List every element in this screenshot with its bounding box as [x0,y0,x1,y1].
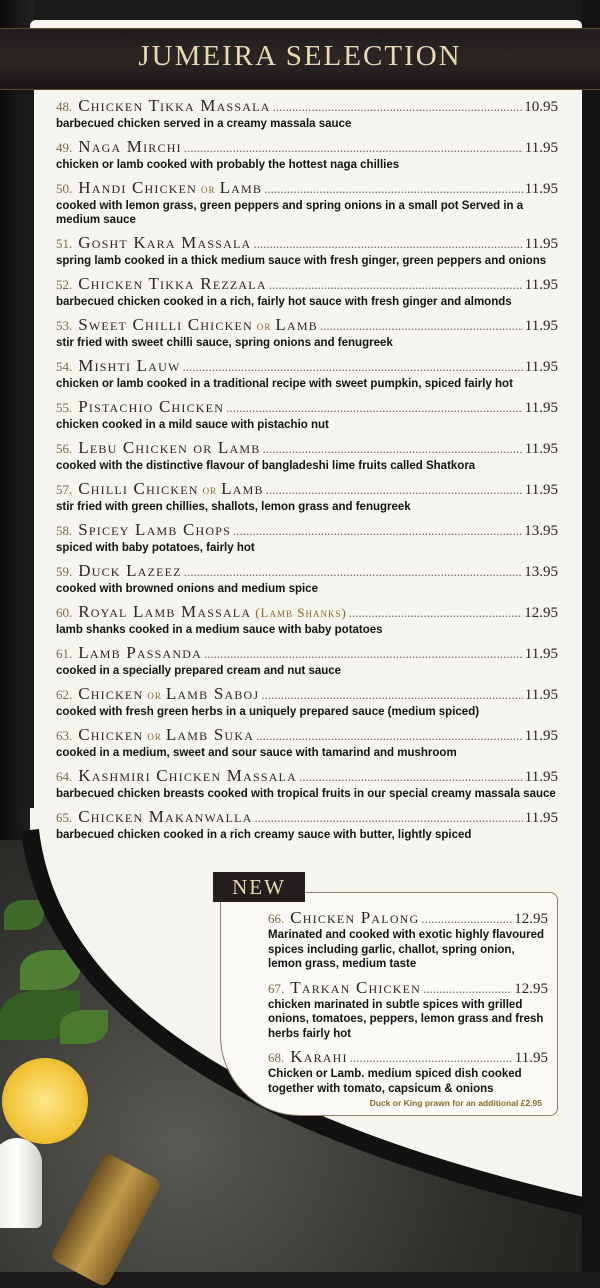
item-name-2: Lamb Suka [165,725,255,744]
item-or: or [256,318,272,333]
item-price: 11.95 [524,728,558,744]
menu-item [56,602,558,637]
item-name: Handi Chicken [78,178,198,197]
item-number: 62. [56,687,73,702]
item-name: Pistachio Chicken [78,397,225,416]
menu-item [56,807,558,842]
item-price: 12.95 [514,980,548,997]
item-number: 54. [56,359,73,374]
dot-leader [262,441,522,457]
menu-item [56,178,558,227]
item-price: 11.95 [524,400,558,416]
menu-item [56,725,558,760]
item-heading [56,602,558,623]
item-number: 61. [56,646,73,661]
item-description: chicken marinated in subtle spices with grilled onions, tomatoes, peppers, lemon grass and fresh herbs fairly hot [268,998,544,1040]
item-price: 12.95 [514,911,548,927]
item-heading [268,978,548,998]
item-name-2: Lamb [221,479,264,498]
menu-list [56,96,558,848]
item-price: 11.95 [524,441,558,457]
item-name: Chicken [78,684,144,703]
item-name: Chicken Tikka Massala [78,96,271,115]
item-heading [56,96,558,117]
dot-leader [253,236,522,252]
item-name: Royal Lamb Massala [78,602,252,621]
item-heading [56,807,558,828]
dot-leader [264,181,523,197]
item-description: cooked with browned onions and medium spice [56,583,318,595]
item-description: cooked with the distinctive flavour of bangladeshi lime fruits called Shatkora [56,460,476,472]
item-description: Chicken or Lamb. medium spiced dish cooked together with tomato, capsicum & onions [268,1068,522,1095]
menu-item [56,684,558,719]
item-name: Chicken Makanwalla [78,807,253,826]
item-number: 50. [56,181,73,196]
item-description: chicken or lamb cooked with probably the hottest naga chillies [56,159,400,171]
item-name: Sweet Chilli Chicken [78,315,253,334]
item-price: 10.95 [524,99,558,115]
item-description: spiced with baby potatoes, fairly hot [56,542,255,554]
item-name: Chicken [78,725,144,744]
dot-leader [423,981,512,997]
item-heading [56,725,558,746]
item-description: Marinated and cooked with exotic highly flavoured spices including garlic, challot, spring onion, lemon grass, medium taste [268,929,545,970]
item-number: 59. [56,564,73,579]
item-name: Chicken Tikka Rezzala [78,274,267,293]
dot-leader [266,482,523,498]
item-heading [268,908,548,928]
item-number: 65. [56,810,73,825]
item-name: Tarkan Chicken [290,977,422,997]
item-price: 12.95 [524,605,558,621]
item-number: 68. [268,1050,285,1065]
item-price: 13.95 [524,523,558,539]
item-price: 13.95 [524,564,558,580]
item-subtitle: (Lamb Shanks) [255,605,347,620]
item-description: cooked in a specially prepared cream and nut sauce [56,665,342,677]
menu-item [56,766,558,801]
item-description: cooked with lemon grass, green peppers and spring onions in a small pot Served in a medium sauce [56,200,524,226]
item-number: 52. [56,277,73,292]
menu-item [56,479,558,514]
item-description: barbecued chicken cooked in a rich creamy sauce with butter, lightly spiced [56,829,472,841]
item-heading [56,438,558,459]
item-number: 58. [56,523,73,538]
item-number: 60. [56,605,73,620]
item-heading [56,643,558,664]
dot-leader [183,359,523,375]
item-description: stir fried with green chillies, shallots, lemon grass and fenugreek [56,501,411,513]
menu-item [56,274,558,309]
item-description: lamb shanks cooked in a medium sauce with baby potatoes [56,624,383,636]
dot-leader [226,400,523,416]
item-description: barbecued chicken breasts cooked with tropical fruits in our special creamy massala sauce [56,788,556,800]
dot-leader [255,810,523,826]
item-price: 11.95 [524,359,558,375]
item-name: Duck Lazeez [78,561,182,580]
menu-item [56,137,558,172]
page-title: JUMEIRA SELECTION [138,40,462,72]
item-price: 11.95 [524,277,558,293]
dot-leader [299,769,523,785]
item-number: 63. [56,728,73,743]
item-or: or [147,728,162,743]
dot-leader [261,687,523,703]
item-price: 11.95 [524,810,558,826]
menu-item [56,397,558,432]
menu-item [56,520,558,555]
item-name-2: Lamb [275,315,318,334]
item-description: barbecued chicken served in a creamy massala sauce [56,118,352,130]
menu-item [56,315,558,350]
dot-leader [269,277,523,293]
item-price: 11.95 [524,769,558,785]
item-number: 51. [56,236,73,251]
item-name: Gosht Kara Massala [78,233,252,252]
item-heading [56,479,558,500]
dot-leader [184,140,523,156]
item-heading [56,520,558,541]
menu-item [56,233,558,268]
dot-leader [320,318,523,334]
dot-leader [350,1050,513,1066]
item-heading [56,178,558,199]
item-price: 11.95 [524,687,558,703]
item-heading [56,766,558,787]
menu-item [56,561,558,596]
dot-leader [204,646,523,662]
menu-item [268,1047,548,1096]
item-heading [56,397,558,418]
item-heading [56,561,558,582]
menu-item [268,978,548,1042]
item-heading [56,274,558,295]
item-name-2: Lamb Saboj [165,684,260,703]
item-name: Karahi [290,1047,348,1066]
item-description: cooked with fresh green herbs in a uniquely prepared sauce (medium spiced) [56,706,480,718]
dot-leader [349,605,522,621]
item-or: or [147,687,162,702]
item-name: Chilli Chicken [78,479,199,498]
item-price: 11.95 [514,1050,548,1066]
dot-leader [272,99,522,115]
item-price: 11.95 [524,140,558,156]
item-heading [56,233,558,254]
item-name: Lebu Chicken or Lamb [78,438,261,457]
item-name: Kashmiri Chicken Massala [78,766,297,785]
item-price: 11.95 [524,482,558,498]
item-description: chicken or lamb cooked in a traditional recipe with sweet pumpkin, spiced fairly hot [56,378,513,390]
menu-item [56,356,558,391]
item-or: or [202,482,218,497]
menu-item [56,643,558,678]
item-number: 48. [56,99,73,114]
item-heading [56,137,558,158]
item-description: barbecued chicken cooked in a rich, fairly hot sauce with fresh ginger and almonds [56,296,512,308]
item-number: 57. [56,482,73,497]
menu-item [268,908,548,972]
item-number: 67. [268,980,285,996]
new-badge: NEW [213,872,305,902]
note-text: Duck or King prawn for an additional £2.95 [369,1098,542,1108]
item-price: 11.95 [524,181,558,197]
dot-leader [233,523,522,539]
item-price: 11.95 [524,646,558,662]
dot-leader [256,728,523,744]
dot-leader [421,911,512,927]
item-description: chicken cooked in a mild sauce with pistachio nut [56,419,329,431]
item-name: Chicken Palong [290,908,420,927]
item-price: 11.95 [524,236,558,252]
item-name: Mishti Lauw [78,356,181,375]
item-name: Lamb Passanda [78,643,202,662]
menu-item [56,96,558,131]
item-number: 55. [56,400,73,415]
item-name: Naga Mirchi [78,137,182,156]
item-description: spring lamb cooked in a thick medium sauce with fresh ginger, green peppers and onions [56,255,547,267]
item-or: or [201,181,216,196]
item-heading [268,1047,548,1067]
item-number: 49. [56,140,73,155]
item-name-2: Lamb [219,178,263,197]
dark-spine [18,88,34,808]
item-number: 53. [56,318,73,333]
dot-leader [184,564,523,580]
item-description: stir fried with sweet chilli sauce, spring onions and fenugreek [56,337,393,349]
item-number: 56. [56,441,73,456]
item-price: 11.95 [524,318,558,334]
item-number: 64. [56,769,73,784]
item-number: 66. [268,911,285,926]
item-description: cooked in a medium, sweet and sour sauce with tamarind and mushroom [56,747,457,759]
item-heading [56,356,558,377]
new-items-list [268,908,548,1102]
item-heading [56,684,558,705]
item-heading [56,315,558,336]
menu-item [56,438,558,473]
item-name: Spicey Lamb Chops [78,520,232,539]
